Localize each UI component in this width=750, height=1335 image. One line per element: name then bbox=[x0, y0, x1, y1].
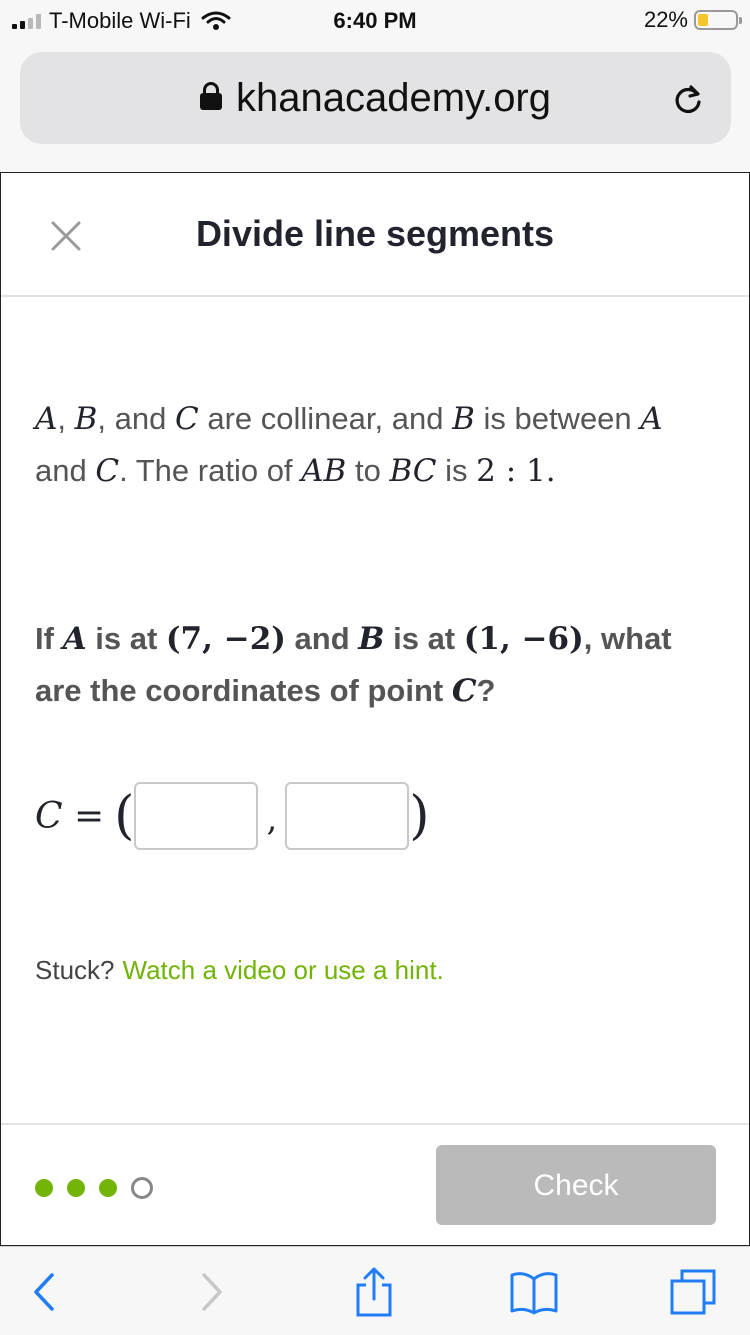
var-c: C bbox=[95, 453, 120, 489]
bookmarks-icon[interactable] bbox=[508, 1267, 560, 1317]
var-a: A bbox=[640, 401, 663, 437]
x-coordinate-input[interactable] bbox=[134, 782, 258, 850]
text-and: and bbox=[35, 453, 96, 488]
check-button[interactable]: Check bbox=[436, 1145, 716, 1225]
clock: 6:40 PM bbox=[333, 8, 417, 33]
web-content bbox=[0, 172, 750, 1246]
problem-statement bbox=[35, 393, 695, 497]
text-collinear: are collinear, and bbox=[198, 401, 453, 436]
var-b: B bbox=[358, 621, 385, 657]
var-a: A bbox=[62, 621, 87, 657]
open-paren: ( bbox=[114, 786, 135, 846]
var-c: C bbox=[451, 673, 477, 709]
progress-dot-pending bbox=[131, 1177, 153, 1199]
exercise-header bbox=[1, 173, 749, 297]
period: . bbox=[545, 453, 556, 489]
progress-dot-complete bbox=[67, 1179, 85, 1197]
var-a: A bbox=[35, 401, 58, 437]
progress-dot-complete bbox=[35, 1179, 53, 1197]
text-if: If bbox=[35, 621, 63, 656]
text-is: is bbox=[436, 453, 477, 488]
question-mark: ? bbox=[476, 673, 496, 708]
address-bar[interactable] bbox=[20, 52, 731, 144]
coord-b: (1, −6) bbox=[463, 621, 584, 657]
exercise-footer bbox=[1, 1123, 749, 1245]
text-is-at: is at bbox=[384, 621, 464, 656]
ratio-value: 2 : 1 bbox=[476, 453, 546, 489]
text-is-at: is at bbox=[86, 621, 166, 656]
var-b: B bbox=[452, 401, 475, 437]
url-display[interactable] bbox=[20, 76, 731, 121]
tabs-icon[interactable] bbox=[668, 1267, 720, 1317]
y-coordinate-input[interactable] bbox=[285, 782, 409, 850]
help-line bbox=[35, 955, 444, 986]
problem-question bbox=[35, 613, 695, 717]
coord-a: (7, −2) bbox=[165, 621, 286, 657]
text-question: , what are the coordinates of point bbox=[35, 621, 672, 708]
text-between: is between bbox=[474, 401, 641, 436]
stuck-label: Stuck? bbox=[35, 955, 115, 985]
browser-toolbar bbox=[0, 1246, 750, 1335]
exercise-title: Divide line segments bbox=[195, 213, 555, 254]
progress-dots bbox=[35, 1177, 153, 1199]
progress-dot-complete bbox=[99, 1179, 117, 1197]
hint-link[interactable]: Watch a video or use a hint. bbox=[122, 955, 444, 985]
share-icon[interactable] bbox=[348, 1267, 400, 1317]
lock-icon bbox=[200, 82, 222, 110]
text-to: to bbox=[346, 453, 390, 488]
battery-icon bbox=[694, 10, 738, 30]
answer-label: C = bbox=[35, 795, 105, 837]
text-ratio: . The ratio of bbox=[119, 453, 302, 488]
battery-status bbox=[644, 7, 738, 33]
status-bar bbox=[0, 0, 750, 42]
close-paren: ) bbox=[409, 786, 430, 846]
battery-percent: 22% bbox=[643, 7, 688, 32]
answer-row bbox=[35, 779, 430, 853]
text-and: and bbox=[285, 621, 359, 656]
carrier-name: T-Mobile Wi-Fi bbox=[49, 8, 191, 33]
var-b: B bbox=[74, 401, 98, 437]
back-icon[interactable] bbox=[20, 1267, 72, 1317]
var-c: C bbox=[175, 401, 199, 437]
segment-bc: BC bbox=[389, 453, 437, 489]
reload-icon[interactable] bbox=[671, 82, 705, 116]
comma: , bbox=[57, 401, 67, 436]
domain-text: khanacademy.org bbox=[236, 76, 551, 120]
text-and: , and bbox=[97, 401, 167, 436]
comma-separator: , bbox=[266, 799, 278, 839]
forward-icon[interactable] bbox=[184, 1267, 236, 1317]
segment-ab: AB bbox=[301, 453, 347, 489]
